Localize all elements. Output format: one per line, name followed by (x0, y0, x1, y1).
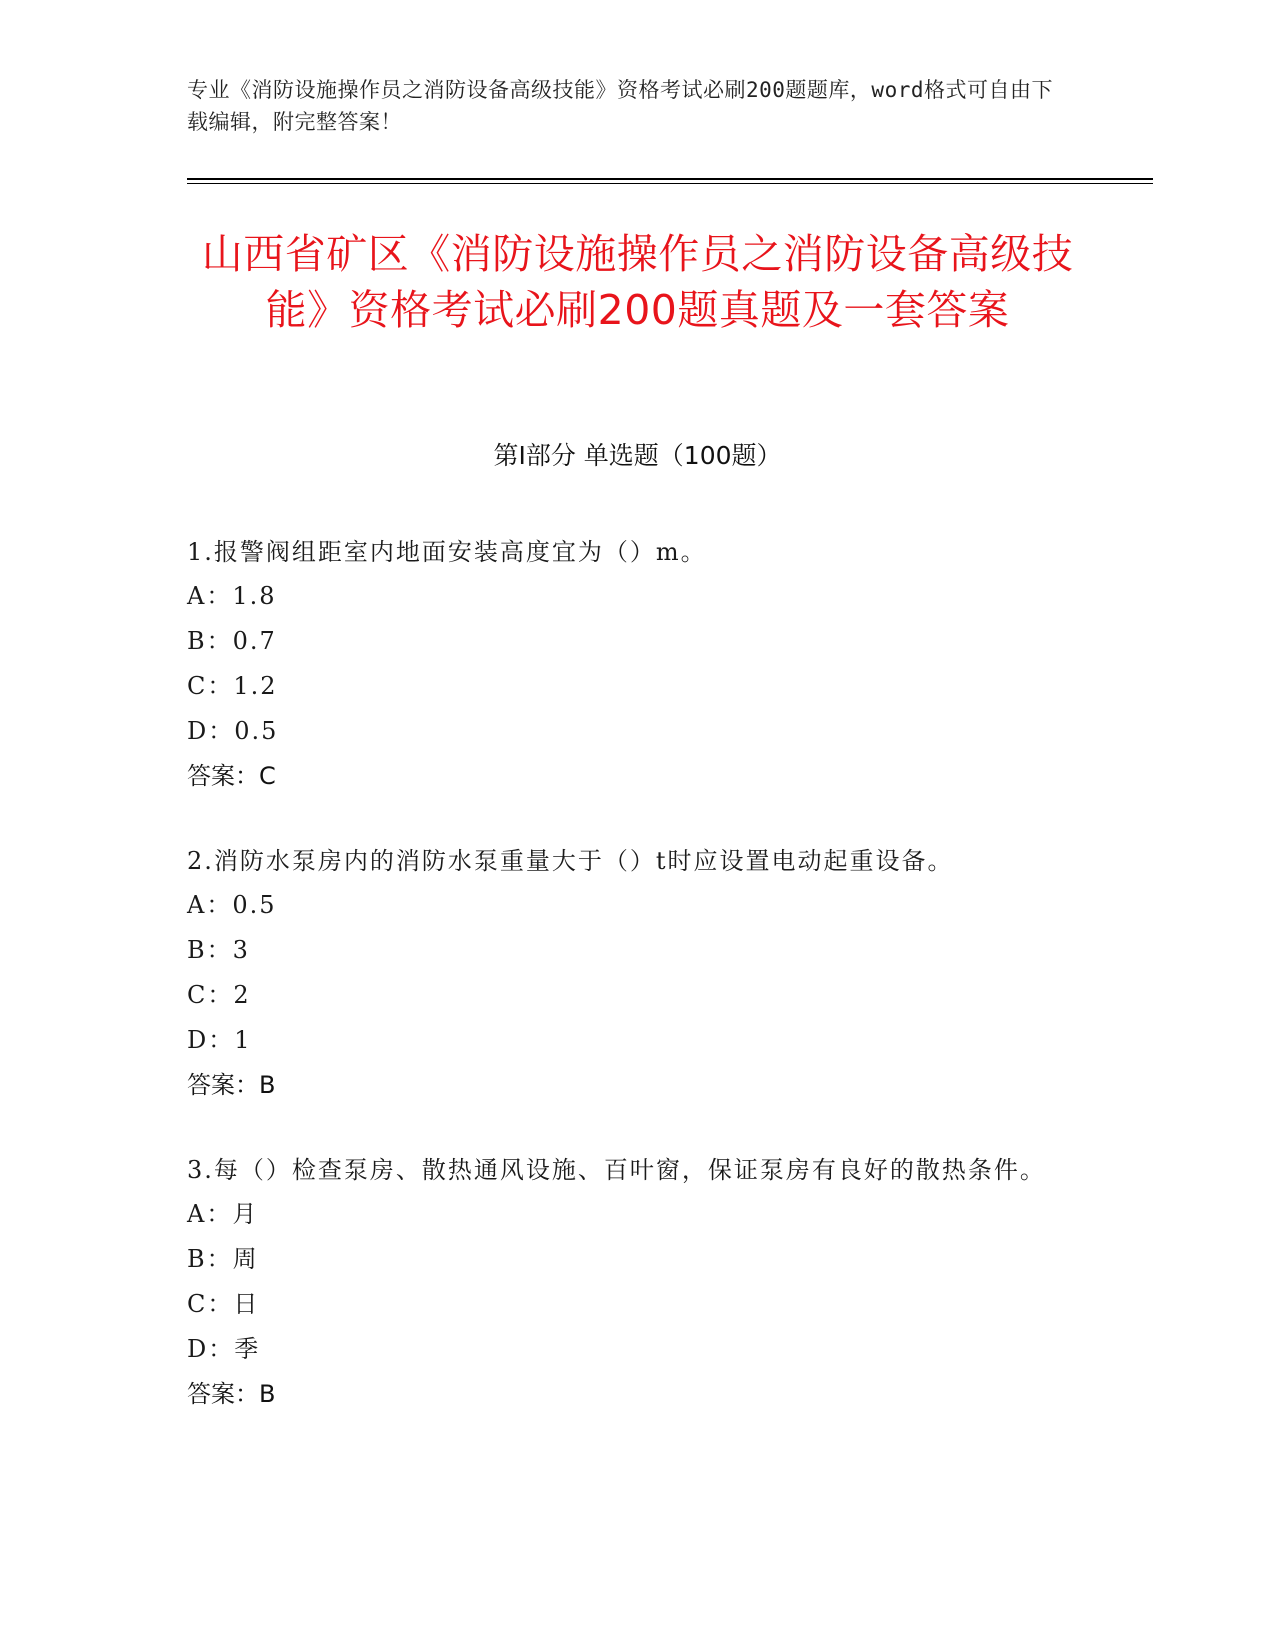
question-stem: 3.每（）检查泵房、散热通风设施、百叶窗，保证泵房有良好的散热条件。 (187, 1156, 1046, 1184)
question-1 (187, 530, 1067, 799)
header-note: 专业《消防设施操作员之消防设备高级技能》资格考试必刷200题题库，word格式可自由下载编辑，附完整答案！ (187, 78, 1053, 134)
option-b: B：3 (187, 936, 250, 964)
section-heading: 第Ⅰ部分 单选题（100题） (493, 441, 782, 470)
option-d: D：0.5 (187, 717, 279, 745)
option-b: B：0.7 (187, 627, 277, 655)
question-stem: 2.消防水泵房内的消防水泵重量大于（）t时应设置电动起重设备。 (187, 847, 954, 875)
document-title: 山西省矿区《消防设施操作员之消防设备高级技能》资格考试必刷200题真题及一套答案 (201, 230, 1074, 334)
question-2 (187, 839, 1067, 1108)
option-b: B：周 (187, 1245, 259, 1273)
option-d: D：季 (187, 1335, 261, 1363)
option-a: A：月 (187, 1200, 259, 1228)
question-list (187, 530, 1067, 1457)
option-c: C：1.2 (187, 672, 278, 700)
option-c: C：日 (187, 1290, 260, 1318)
question-3 (187, 1148, 1067, 1417)
question-stem: 1.报警阀组距室内地面安装高度宜为（）m。 (187, 538, 707, 566)
option-c: C：2 (187, 981, 251, 1009)
answer-line: 答案：C (187, 762, 276, 790)
header-divider-thin (187, 183, 1153, 184)
header-divider-thick (187, 178, 1153, 180)
option-a: A：1.8 (187, 582, 277, 610)
answer-line: 答案：B (187, 1071, 276, 1099)
option-a: A：0.5 (187, 891, 277, 919)
option-d: D：1 (187, 1026, 252, 1054)
answer-line: 答案：B (187, 1380, 276, 1408)
